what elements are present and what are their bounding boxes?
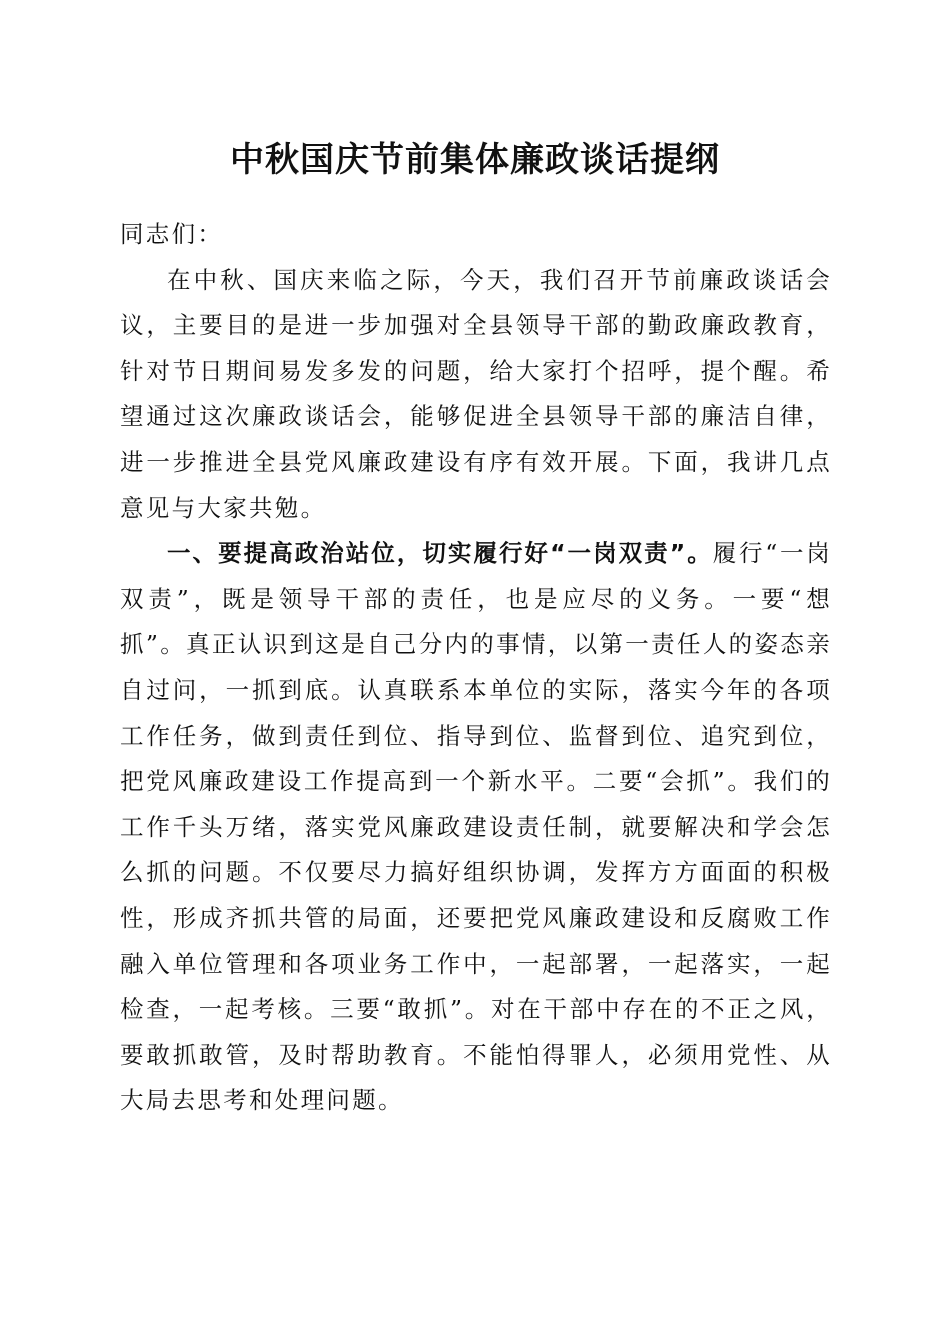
section-1-body: 履行“一岗双责”，既是领导干部的责任，也是应尽的义务。一要“想抓”。真正认识到这是自己分内的事情，以第一责任人的姿态亲自过问，一抓到底。认真联系本单位的实际，落实今年的各项工作任务，做到责任到位、指导到位、监督到位、追究到位，把党风廉政建设工作提高到一个新水平。二要“会抓”。我们的工作千头万绪，落实党风廉政建设责任制，就要解决和学会怎么抓的问题。不仅要尽力搞好组织协调，发挥方方面面的积极性，形成齐抓共管的局面，还要把党风廉政建设和反腐败工作融入单位管理和各项业务工作中，一起部署，一起落实，一起检查，一起考核。三要“敢抓”。对在干部中存在的不正之风，要敢抓敢管，及时帮助教育。不能怕得罪人，必须用党性、从大局去思考和处理问题。: [120, 539, 833, 1115]
section-1-heading: 一、要提高政治站位，切实履行好“一岗双责”。: [167, 539, 713, 568]
intro-paragraph: 在中秋、国庆来临之际，今天，我们召开节前廉政谈话会议，主要目的是进一步加强对全县领导干部的勤政廉政教育，针对节日期间易发多发的问题，给大家打个招呼，提个醒。希望通过这次廉政谈话会，能够促进全县领导干部的廉洁自律，进一步推进全县党风廉政建设有序有效开展。下面，我讲几点意见与大家共勉。: [120, 265, 832, 522]
document-body: [120, 212, 832, 1124]
document-title: 中秋国庆节前集体廉政谈话提纲: [230, 140, 720, 180]
section-1-paragraph: [120, 531, 832, 1124]
salutation: 同志们：: [120, 220, 224, 248]
